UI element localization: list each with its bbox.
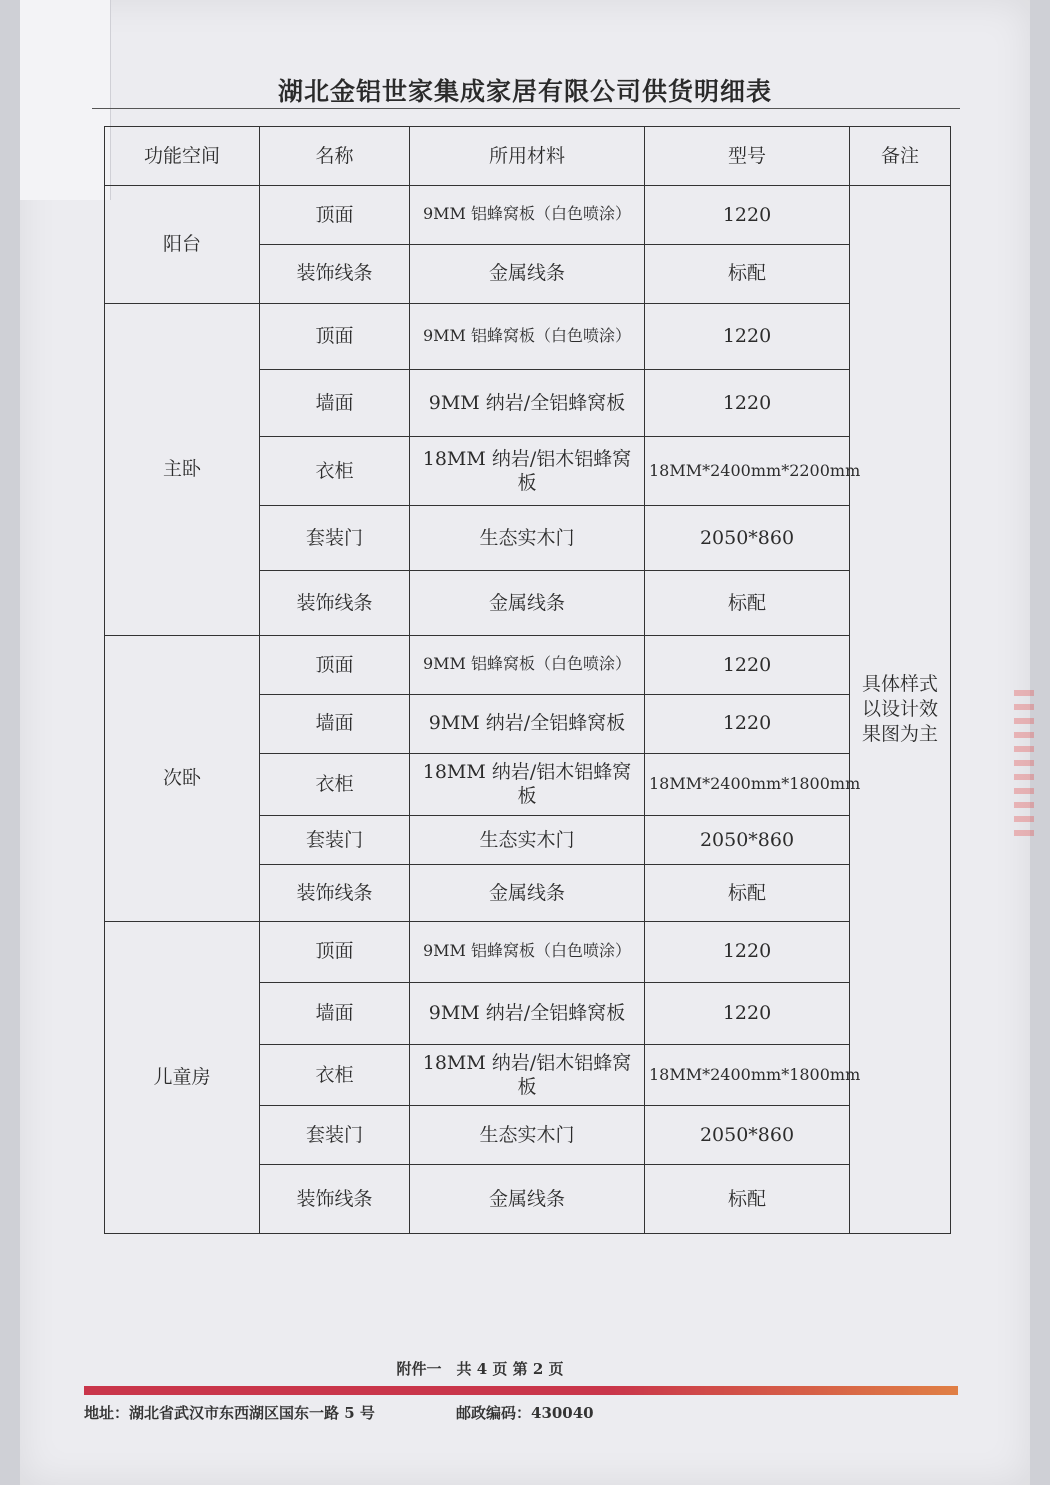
- table-row: [105, 303, 951, 370]
- item-name-cell: 套装门: [260, 1106, 410, 1165]
- material-cell: 9MM 纳岩/全铝蜂窝板: [410, 982, 645, 1045]
- material-cell: 9MM 铝蜂窝板（白色喷涂）: [410, 186, 645, 245]
- table-row: [105, 186, 951, 245]
- header-function-space: 功能空间: [105, 127, 260, 186]
- item-name-cell: 墙面: [260, 694, 410, 753]
- item-name-cell: 装饰线条: [260, 865, 410, 922]
- material-cell: 9MM 纳岩/全铝蜂窝板: [410, 694, 645, 753]
- remarks-cell: 具体样式以设计效果图为主: [850, 186, 951, 1234]
- header-remarks: 备注: [850, 127, 951, 186]
- item-name-cell: 套装门: [260, 816, 410, 865]
- title-underline: [92, 108, 960, 109]
- item-name-cell: 顶面: [260, 635, 410, 694]
- item-name-cell: 顶面: [260, 186, 410, 245]
- model-cell: 标配: [645, 571, 850, 636]
- material-cell: 18MM 纳岩/铝木铝蜂窝板: [410, 437, 645, 506]
- red-stamp-mark: [1014, 690, 1034, 840]
- item-name-cell: 装饰线条: [260, 1164, 410, 1233]
- item-name-cell: 装饰线条: [260, 571, 410, 636]
- model-cell: 标配: [645, 244, 850, 303]
- material-cell: 9MM 铝蜂窝板（白色喷涂）: [410, 303, 645, 370]
- space-cell: 阳台: [105, 186, 260, 304]
- item-name-cell: 顶面: [260, 921, 410, 982]
- material-cell: 18MM 纳岩/铝木铝蜂窝板: [410, 753, 645, 816]
- material-cell: 生态实木门: [410, 1106, 645, 1165]
- model-cell: 2050*860: [645, 506, 850, 571]
- item-name-cell: 衣柜: [260, 753, 410, 816]
- item-name-cell: 衣柜: [260, 437, 410, 506]
- material-cell: 生态实木门: [410, 506, 645, 571]
- model-cell: 标配: [645, 865, 850, 922]
- model-cell: 1220: [645, 921, 850, 982]
- item-name-cell: 套装门: [260, 506, 410, 571]
- material-cell: 9MM 纳岩/全铝蜂窝板: [410, 370, 645, 437]
- item-name-cell: 衣柜: [260, 1045, 410, 1106]
- material-cell: 9MM 铝蜂窝板（白色喷涂）: [410, 921, 645, 982]
- model-cell: 标配: [645, 1164, 850, 1233]
- model-cell: 18MM*2400mm*2200mm: [645, 437, 850, 506]
- table-row: [105, 635, 951, 694]
- material-cell: 生态实木门: [410, 816, 645, 865]
- material-cell: 9MM 铝蜂窝板（白色喷涂）: [410, 635, 645, 694]
- material-cell: 金属线条: [410, 571, 645, 636]
- item-name-cell: 装饰线条: [260, 244, 410, 303]
- supply-detail-table: [104, 126, 951, 1234]
- model-cell: 18MM*2400mm*1800mm: [645, 753, 850, 816]
- model-cell: 1220: [645, 982, 850, 1045]
- table-row: [105, 921, 951, 982]
- footer-color-bar: [84, 1386, 958, 1395]
- item-name-cell: 顶面: [260, 303, 410, 370]
- space-cell: 次卧: [105, 635, 260, 921]
- table-header-row: [105, 127, 951, 186]
- model-cell: 2050*860: [645, 1106, 850, 1165]
- model-cell: 1220: [645, 635, 850, 694]
- model-cell: 18MM*2400mm*1800mm: [645, 1045, 850, 1106]
- model-cell: 1220: [645, 186, 850, 245]
- page-info: 附件一 共 4 页 第 2 页: [396, 1360, 564, 1378]
- model-cell: 1220: [645, 303, 850, 370]
- item-name-cell: 墙面: [260, 370, 410, 437]
- document-title: 湖北金铝世家集成家居有限公司供货明细表: [277, 77, 772, 106]
- space-cell: 儿童房: [105, 921, 260, 1233]
- header-material: 所用材料: [410, 127, 645, 186]
- material-cell: 金属线条: [410, 1164, 645, 1233]
- material-cell: 金属线条: [410, 244, 645, 303]
- model-cell: 1220: [645, 370, 850, 437]
- material-cell: 18MM 纳岩/铝木铝蜂窝板: [410, 1045, 645, 1106]
- header-name: 名称: [260, 127, 410, 186]
- item-name-cell: 墙面: [260, 982, 410, 1045]
- model-cell: 1220: [645, 694, 850, 753]
- postal-code: 邮政编码：430040: [456, 1404, 594, 1422]
- space-cell: 主卧: [105, 303, 260, 635]
- model-cell: 2050*860: [645, 816, 850, 865]
- material-cell: 金属线条: [410, 865, 645, 922]
- company-address: 地址：湖北省武汉市东西湖区国东一路 5 号: [84, 1404, 375, 1422]
- header-model: 型号: [645, 127, 850, 186]
